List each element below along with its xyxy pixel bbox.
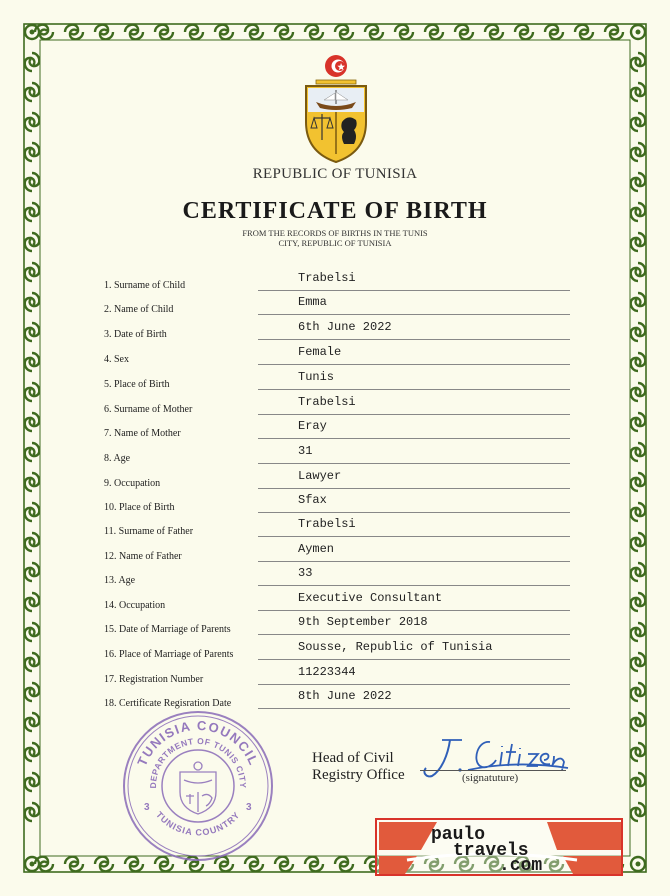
subtitle-line-1: FROM THE RECORDS OF BIRTHS IN THE TUNIS [242,228,428,238]
field-row [0,513,670,537]
country-name: REPUBLIC OF TUNISIA [252,166,418,182]
field-row [0,538,670,562]
field-value: Lawyer [298,469,342,483]
field-underline [258,463,570,464]
field-row [0,611,670,635]
signature-line [420,770,566,771]
svg-text:3: 3 [246,802,252,813]
signatory-title-line-2: Registry Office [312,767,405,783]
coat-of-arms-icon [300,52,372,164]
field-value: Female [298,345,342,359]
field-value: Trabelsi [298,395,356,409]
field-label: 14. Occupation [104,600,166,611]
field-value: Trabelsi [298,517,356,531]
field-row [0,291,670,315]
watermark-logo [375,818,623,876]
field-underline [258,438,570,439]
field-underline [258,634,570,635]
field-label: 6. Surname of Mother [104,404,193,415]
signature-caption: (signatuture) [462,772,519,784]
seal-top-text: TUNISIA COUNCIL [134,717,262,769]
field-row [0,489,670,513]
document-subtitle [0,228,670,248]
field-value: Trabelsi [298,271,356,285]
signatory-title-line-1: Head of Civil [312,750,394,766]
field-value: Aymen [298,542,335,556]
field-row [0,341,670,365]
document-title: CERTIFICATE OF BIRTH [182,198,488,224]
field-underline [258,364,570,365]
seal-inner-text: DEPARTMENT OF TUNIS CITY [147,735,249,789]
field-underline [258,339,570,340]
field-label: 7. Name of Mother [104,428,181,439]
field-label: 17. Registration Number [104,674,204,685]
field-value: Executive Consultant [298,591,443,605]
field-label: 15. Date of Marriage of Parents [104,624,231,635]
field-label: 5. Place of Birth [104,379,170,390]
watermark-line-1: paulo [431,825,486,845]
field-value: 11223344 [298,665,356,679]
field-value: Sfax [298,493,327,507]
field-label: 11. Surname of Father [104,526,194,537]
field-value: Tunis [298,370,335,384]
watermark-line-2: travels [453,841,529,861]
field-label: 16. Place of Marriage of Parents [104,649,234,660]
field-label: 3. Date of Birth [104,329,167,340]
field-row [0,465,670,489]
field-row [0,391,670,415]
field-underline [258,659,570,660]
field-row [0,267,670,291]
field-row [0,562,670,586]
field-value: 9th September 2018 [298,615,428,629]
seal-bottom-text: TUNISIA COUNTRY [154,809,242,838]
field-label: 18. Certificate Regisration Date [104,698,232,709]
subtitle-line-2: CITY, REPUBLIC OF TUNISIA [278,238,392,248]
field-value: 8th June 2022 [298,689,392,703]
field-label: 10. Place of Birth [104,502,175,513]
field-value: 31 [298,444,313,458]
field-label: 2. Name of Child [104,304,174,315]
field-row [0,587,670,611]
field-value: Eray [298,419,327,433]
signatory-title [312,750,405,784]
field-underline [258,389,570,390]
field-value: Emma [298,295,327,309]
field-row [0,366,670,390]
field-label: 4. Sex [104,354,129,365]
field-label: 12. Name of Father [104,551,182,562]
field-value: 33 [298,566,313,580]
field-label: 1. Surname of Child [104,280,186,291]
field-label: 13. Age [104,575,136,586]
field-row [0,661,670,685]
field-row [0,636,670,660]
official-seal [120,708,276,864]
watermark-line-3: .com [499,856,543,876]
field-underline [258,708,570,709]
field-row [0,415,670,439]
field-value: 6th June 2022 [298,320,392,334]
field-value: Sousse, Republic of Tunisia [298,640,493,654]
field-label: 8. Age [104,453,131,464]
svg-text:3: 3 [144,802,150,813]
field-underline [258,536,570,537]
field-row [0,685,670,709]
field-underline [258,314,570,315]
field-row [0,316,670,340]
field-row [0,440,670,464]
field-label: 9. Occupation [104,478,161,489]
field-underline [258,585,570,586]
